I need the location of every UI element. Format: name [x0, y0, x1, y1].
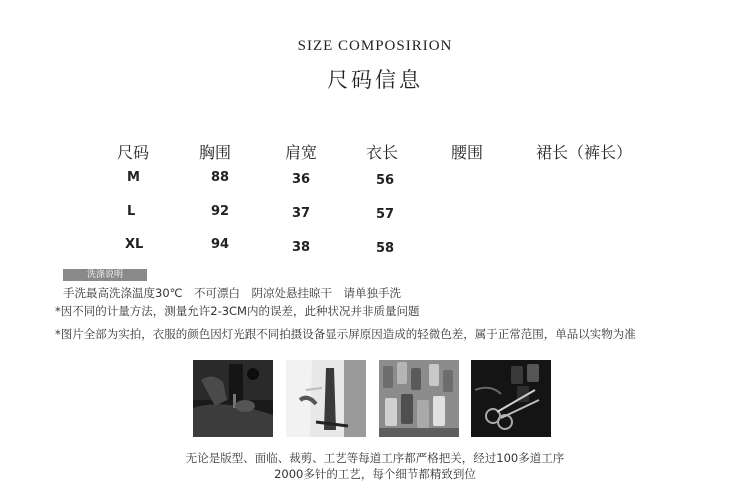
table-cell-shoulder: 36 [292, 172, 311, 187]
thread-spools-photo [379, 360, 459, 437]
table-cell-length: 56 [376, 173, 395, 188]
color-note: *图片全部为实拍，衣服的颜色因灯光跟不同拍摄设备显示屏原因造成的轻微色差，属于正常范围，单品以实物为准 [55, 327, 636, 341]
sewing-machine-photo [193, 360, 273, 437]
header-skirt-length: 裙长（裤长） [536, 143, 633, 162]
tailor-measuring-photo [286, 360, 366, 437]
table-cell-size: M [127, 170, 140, 185]
footer-line-2: 2000多针的工艺，每个细节都精致到位 [274, 467, 476, 481]
header-size: 尺码 [117, 143, 150, 162]
table-cell-chest: 94 [211, 237, 230, 252]
page-title-chinese: 尺码信息 [327, 68, 423, 92]
table-cell-size: XL [125, 237, 144, 252]
washing-instructions-tag: 洗涤说明 [63, 269, 147, 281]
table-cell-shoulder: 37 [292, 206, 311, 221]
header-waist: 腰围 [451, 143, 484, 162]
table-cell-shoulder: 38 [292, 240, 311, 255]
header-chest: 胸围 [199, 143, 232, 162]
measurement-note: *因不同的计量方法，测量允许2-3CM内的误差，此种状况并非质量问题 [55, 304, 420, 318]
scissors-and-spools-photo [471, 360, 551, 437]
header-shoulder: 肩宽 [285, 143, 318, 162]
table-cell-chest: 88 [211, 170, 230, 185]
header-length: 衣长 [366, 143, 399, 162]
footer-line-1: 无论是版型、面临、裁剪、工艺等每道工序都严格把关，经过100多道工序 [185, 451, 565, 465]
washing-instructions-text: 手洗最高洗涤温度30℃ 不可漂白 阴凉处悬挂晾干 请单独手洗 [63, 286, 402, 300]
table-cell-size: L [127, 204, 136, 219]
table-cell-chest: 92 [211, 204, 230, 219]
table-cell-length: 58 [376, 241, 395, 256]
table-cell-length: 57 [376, 207, 395, 222]
page-title-english: SIZE COMPOSIRION [297, 38, 453, 54]
